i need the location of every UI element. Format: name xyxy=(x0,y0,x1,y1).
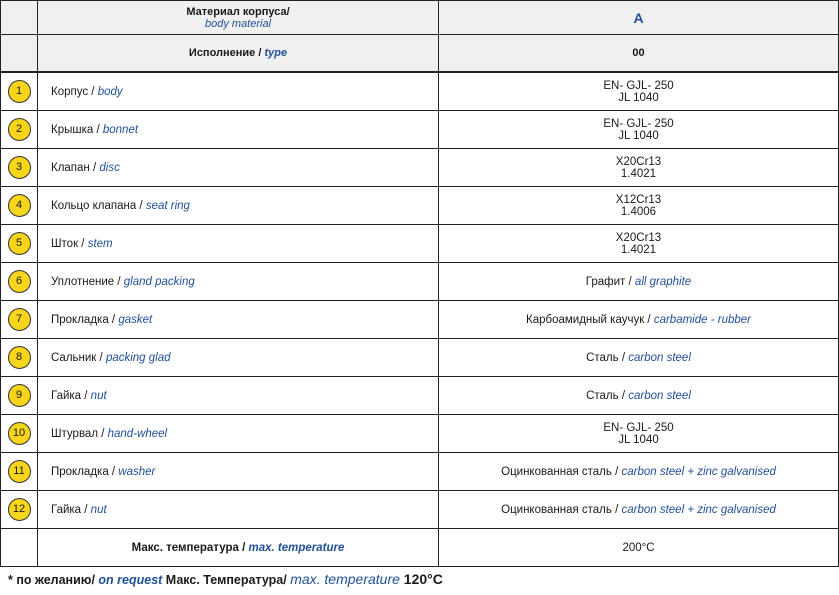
header-material-value: A xyxy=(633,9,644,26)
part-name-en: stem xyxy=(87,237,113,250)
header-type-en: type xyxy=(264,47,288,59)
part-name-cell xyxy=(38,301,439,339)
part-number-cell xyxy=(1,187,38,225)
max-temperature-label xyxy=(38,529,439,567)
part-row xyxy=(1,263,839,301)
part-material-cell xyxy=(439,72,839,111)
part-name-ru: Прокладка / xyxy=(51,465,119,478)
max-temperature-en: max. temperature xyxy=(248,541,345,554)
header-type-ru: Исполнение / xyxy=(188,47,265,59)
part-row xyxy=(1,415,839,453)
part-material-ru: Оцинкованная сталь / xyxy=(501,503,622,516)
part-material-cell xyxy=(439,111,839,149)
part-name-cell xyxy=(38,225,439,263)
part-material-line: EN- GJL- 250 xyxy=(603,421,674,434)
part-name-cell xyxy=(38,187,439,225)
part-material-ru: Оцинкованная сталь / xyxy=(501,465,622,478)
part-name-cell xyxy=(38,339,439,377)
part-material-line: 1.4021 xyxy=(620,167,657,180)
part-number-cell xyxy=(1,301,38,339)
part-material-ru: Карбоамидный каучук / xyxy=(526,313,654,326)
part-number-badge: 4 xyxy=(8,194,31,217)
header-type-label xyxy=(38,35,439,73)
part-number-badge: 11 xyxy=(8,460,31,483)
part-material-line: JL 1040 xyxy=(618,433,659,446)
part-row xyxy=(1,225,839,263)
part-name-ru: Крышка / xyxy=(51,123,103,136)
part-name-ru: Корпус / xyxy=(51,85,98,98)
max-temperature-ru: Макс. температура / xyxy=(131,541,249,554)
part-row xyxy=(1,72,839,111)
part-number-cell xyxy=(1,111,38,149)
part-number-cell xyxy=(1,72,38,111)
header-material-en: body material xyxy=(204,17,272,30)
header-type-value-cell xyxy=(439,35,839,73)
part-material-en: carbon steel xyxy=(628,389,691,402)
part-name-ru: Гайка / xyxy=(51,389,91,402)
part-row xyxy=(1,491,839,529)
part-number-cell xyxy=(1,263,38,301)
part-name-cell xyxy=(38,491,439,529)
part-name-en: bonnet xyxy=(102,123,139,136)
part-material-en: carbon steel + zinc galvanised xyxy=(621,503,776,516)
part-material-cell xyxy=(439,187,839,225)
part-material-ru: Сталь / xyxy=(586,389,629,402)
part-name-en: nut xyxy=(90,503,107,516)
part-material-en: carbamide - rubber xyxy=(653,313,751,326)
part-name-cell xyxy=(38,453,439,491)
max-temperature-value-cell xyxy=(439,529,839,567)
part-material-line: EN- GJL- 250 xyxy=(603,79,674,92)
part-row xyxy=(1,187,839,225)
part-name-en: body xyxy=(97,85,123,98)
part-number-badge: 9 xyxy=(8,384,31,407)
part-row xyxy=(1,453,839,491)
part-material-ru: Графит / xyxy=(585,275,635,288)
part-material-line: X20Cr13 xyxy=(615,155,662,168)
part-name-ru: Прокладка / xyxy=(51,313,119,326)
part-name-ru: Гайка / xyxy=(51,503,91,516)
part-name-en: disc xyxy=(99,161,120,174)
part-material-cell xyxy=(439,301,839,339)
part-material-cell xyxy=(439,453,839,491)
part-material-line: X12Cr13 xyxy=(615,193,662,206)
parts-list xyxy=(1,72,839,529)
part-number-cell xyxy=(1,149,38,187)
part-name-en: nut xyxy=(90,389,107,402)
part-number-cell xyxy=(1,415,38,453)
part-name-cell xyxy=(38,111,439,149)
part-material-line: 1.4021 xyxy=(620,243,657,256)
part-name-en: packing glad xyxy=(105,351,171,364)
header-row-type xyxy=(1,35,839,73)
part-number-badge: 2 xyxy=(8,118,31,141)
part-name-ru: Штурвал / xyxy=(51,427,108,440)
part-number-badge: 10 xyxy=(8,422,31,445)
footnote-temp-value: 120°C xyxy=(399,571,443,587)
max-temperature-value: 200°C xyxy=(622,541,655,554)
part-name-cell xyxy=(38,263,439,301)
part-name-en: hand-wheel xyxy=(107,427,168,440)
part-number-cell xyxy=(1,453,38,491)
footnote-on-request: on request xyxy=(98,573,163,587)
part-row xyxy=(1,149,839,187)
header-material-ru: Материал корпуса/ xyxy=(186,5,290,18)
part-row xyxy=(1,339,839,377)
part-name-ru: Уплотнение / xyxy=(51,275,124,288)
part-name-ru: Сальник / xyxy=(51,351,106,364)
part-name-ru: Шток / xyxy=(51,237,88,250)
part-material-cell xyxy=(439,491,839,529)
part-material-line: EN- GJL- 250 xyxy=(603,117,674,130)
part-number-badge: 6 xyxy=(8,270,31,293)
part-material-line: JL 1040 xyxy=(618,129,659,142)
part-name-ru: Клапан / xyxy=(51,161,100,174)
part-number-badge: 3 xyxy=(8,156,31,179)
part-row xyxy=(1,377,839,415)
part-number-cell xyxy=(1,491,38,529)
part-name-en: gasket xyxy=(118,313,153,326)
part-number-cell xyxy=(1,225,38,263)
max-temperature-row xyxy=(1,529,839,567)
part-material-en: all graphite xyxy=(634,275,692,288)
part-material-line: 1.4006 xyxy=(620,205,657,218)
part-material-cell xyxy=(439,263,839,301)
part-number-badge: 12 xyxy=(8,498,31,521)
part-material-en: carbon steel xyxy=(628,351,691,364)
part-material-cell xyxy=(439,415,839,453)
part-material-cell xyxy=(439,225,839,263)
part-material-line: X20Cr13 xyxy=(615,231,662,244)
part-material-en: carbon steel + zinc galvanised xyxy=(621,465,776,478)
header-corner xyxy=(1,1,38,35)
part-material-cell xyxy=(439,149,839,187)
footnote-temp-ru: Макс. Температура/ xyxy=(162,573,291,587)
part-name-en: washer xyxy=(118,465,156,478)
part-name-cell xyxy=(38,377,439,415)
header-material-value-cell xyxy=(439,1,839,35)
footer-corner xyxy=(1,529,38,567)
header-type-value: 00 xyxy=(632,47,645,59)
part-material-line: JL 1040 xyxy=(618,91,659,104)
header-corner-2 xyxy=(1,35,38,73)
header-row-material xyxy=(1,1,839,35)
part-material-ru: Сталь / xyxy=(586,351,629,364)
part-name-en: gland packing xyxy=(123,275,195,288)
part-name-en: seat ring xyxy=(145,199,190,212)
footnote-temp-en: max. temperature xyxy=(290,571,400,587)
part-number-cell xyxy=(1,339,38,377)
part-name-cell xyxy=(38,72,439,111)
part-number-cell xyxy=(1,377,38,415)
part-number-badge: 8 xyxy=(8,346,31,369)
part-row xyxy=(1,301,839,339)
part-material-cell xyxy=(439,339,839,377)
part-name-cell xyxy=(38,415,439,453)
part-name-ru: Кольцо клапана / xyxy=(51,199,146,212)
footnote-prefix: * по желанию/ xyxy=(8,573,99,587)
part-number-badge: 1 xyxy=(8,80,31,103)
header-material-label xyxy=(38,1,439,35)
part-material-cell xyxy=(439,377,839,415)
part-number-badge: 7 xyxy=(8,308,31,331)
part-name-cell xyxy=(38,149,439,187)
part-number-badge: 5 xyxy=(8,232,31,255)
footnote xyxy=(8,571,443,587)
part-row xyxy=(1,111,839,149)
